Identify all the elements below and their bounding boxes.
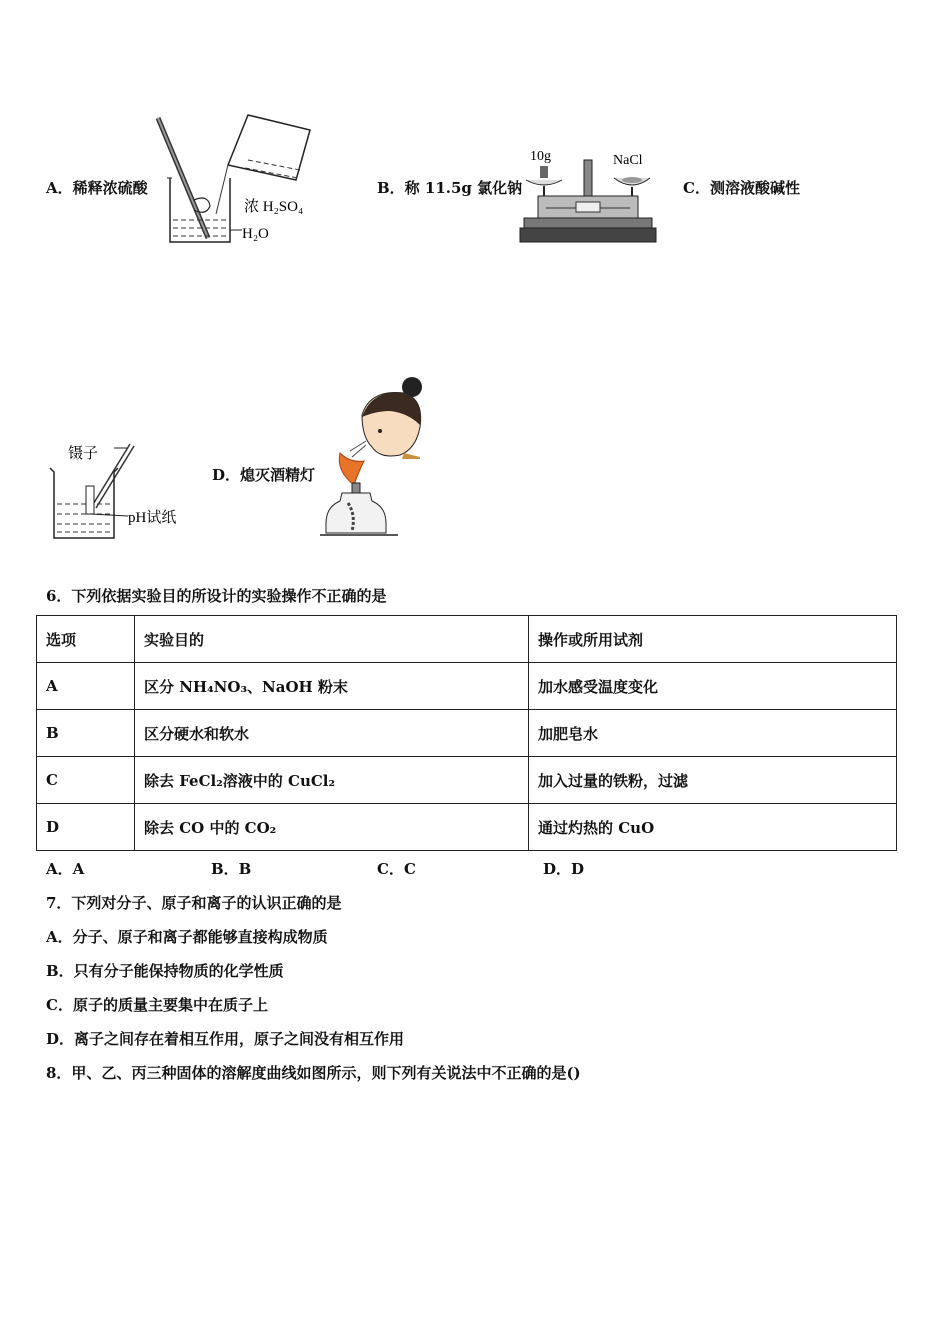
q6-stem: 6．下列依据实验目的所设计的实验操作不正确的是: [46, 587, 387, 605]
header-option: 选项: [37, 616, 135, 663]
fig-label-nacl: NaCl: [613, 153, 643, 168]
row-option: D: [37, 804, 135, 851]
q6-choice-b: B．B: [211, 860, 252, 878]
table-row: [37, 663, 897, 710]
q7-option-d: D．离子之间存在着相互作用，原子之间没有相互作用: [46, 1030, 405, 1048]
q7-option-a: A．分子、原子和离子都能够直接构成物质: [46, 928, 328, 946]
table-row: [37, 757, 897, 804]
q8-stem: 8．甲、乙、丙三种固体的溶解度曲线如图所示，则下列有关说法中不正确的是(): [46, 1064, 581, 1082]
q7-option-c: C．原子的质量主要集中在质子上: [46, 996, 268, 1014]
row-purpose: 除去 FeCl₂溶液中的 CuCl₂: [135, 757, 529, 804]
row-operation: 加肥皂水: [529, 710, 897, 757]
fig-label-10g: 10g: [530, 149, 551, 164]
row-operation: 通过灼热的 CuO: [529, 804, 897, 851]
option-b-label: B．称 11.5g 氯化钠: [377, 179, 523, 197]
row-operation: 加水感受温度变化: [529, 663, 897, 710]
row-purpose: 区分硬水和软水: [135, 710, 529, 757]
fig-label-tweezers: 镊子: [68, 446, 99, 462]
option-a-label: A．稀释浓硫酸: [46, 179, 148, 197]
fig-label-h2o: H₂O: [242, 226, 269, 242]
q6-choice-d: D．D: [543, 860, 585, 878]
table-row: [37, 710, 897, 757]
option-c-label: C．测溶液酸碱性: [683, 179, 800, 197]
q6-table: [36, 615, 897, 851]
row-option: C: [37, 757, 135, 804]
row-purpose: 除去 CO 中的 CO₂: [135, 804, 529, 851]
blow-alcohol-lamp-figure: [320, 375, 435, 540]
dilute-sulfuric-acid-figure: [150, 110, 320, 250]
option-d-label: D．熄灭酒精灯: [212, 466, 316, 484]
q6-choice-a: A．A: [46, 860, 85, 878]
q6-choice-c: C．C: [377, 860, 416, 878]
row-option: A: [37, 663, 135, 710]
header-operation: 操作或所用试剂: [529, 616, 897, 663]
table-header-row: [37, 616, 897, 663]
row-purpose: 区分 NH₄NO₃、NaOH 粉末: [135, 663, 529, 710]
ph-test-figure: [44, 438, 194, 542]
balance-figure: [518, 142, 658, 246]
q7-option-b: B．只有分子能保持物质的化学性质: [46, 962, 284, 980]
header-purpose: 实验目的: [135, 616, 529, 663]
row-operation: 加入过量的铁粉，过滤: [529, 757, 897, 804]
q7-stem: 7．下列对分子、原子和离子的认识正确的是: [46, 894, 342, 912]
fig-label-ph-paper: pH试纸: [128, 510, 177, 526]
table-row: [37, 804, 897, 851]
fig-label-conc-h2so4: 浓 H₂SO₄: [244, 199, 304, 215]
row-option: B: [37, 710, 135, 757]
